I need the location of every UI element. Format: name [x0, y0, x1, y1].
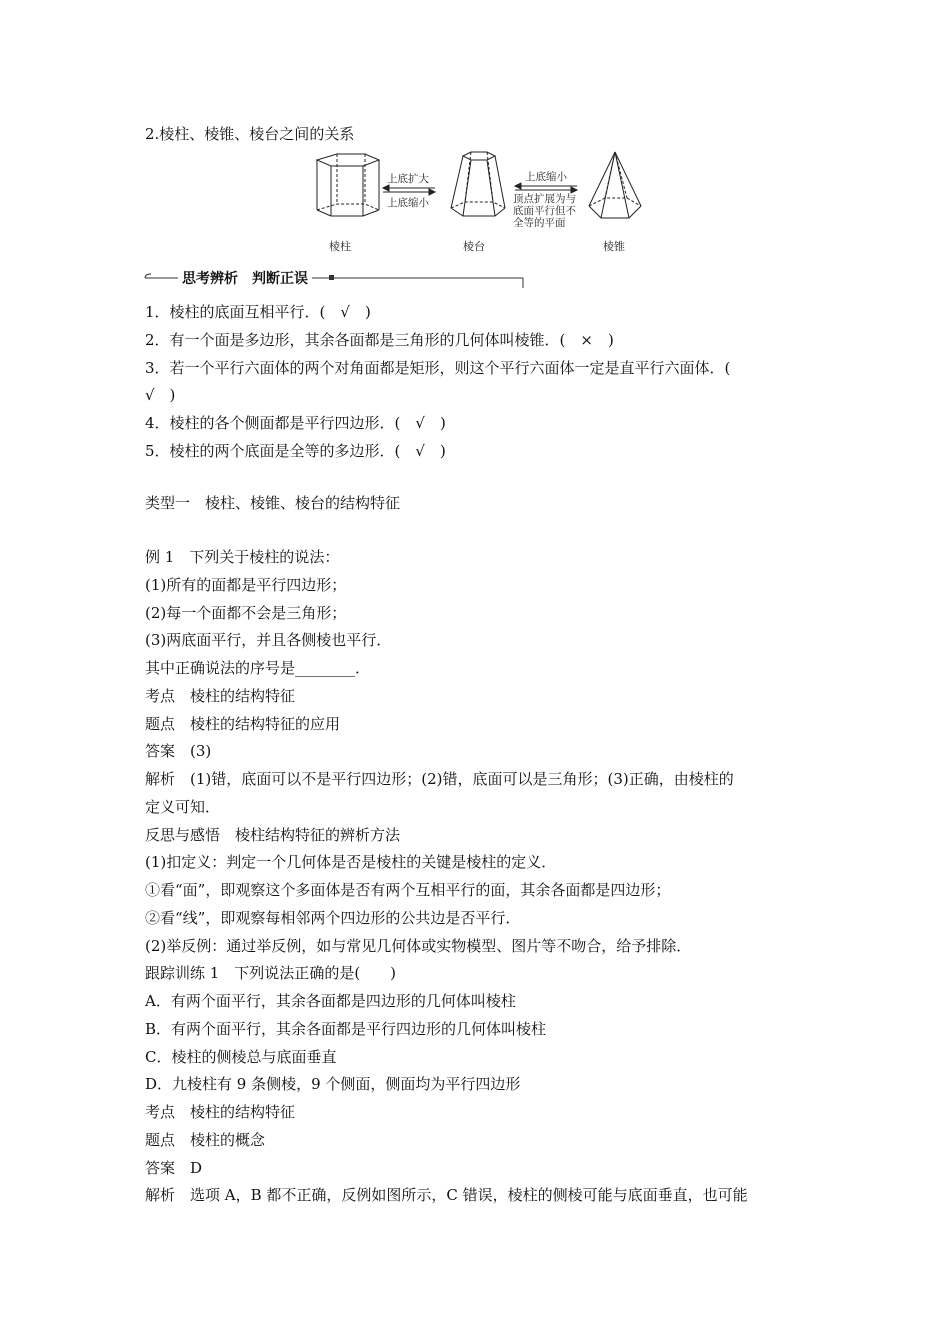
judgment-item: 1．棱柱的底面互相平行．( √ ): [145, 303, 371, 321]
judgment-item: 3．若一个平行六面体的两个对角面都是矩形，则这个平行六面体一定是直平行六面体．(: [145, 359, 731, 377]
option-a: A．有两个面平行，其余各面都是四边形的几何体叫棱柱: [145, 992, 516, 1010]
knowledge-point: 考点 棱柱的结构特征: [145, 687, 296, 705]
option-d: D．九棱柱有 9 条侧棱，9 个侧面，侧面均为平行四边形: [145, 1075, 521, 1093]
analysis: 解析 (1)错，底面可以不是平行四边形；(2)错，底面可以是三角形；(3)正确，由棱柱的: [145, 770, 734, 788]
judgment-item: 4．棱柱的各个侧面都是平行四边形．( √ ): [145, 414, 446, 432]
prism-label: 棱柱: [329, 240, 351, 253]
practice1-question: 跟踪训练 1 下列说法正确的是( ): [145, 964, 397, 982]
reflection-item: ①看“面”，即观察这个多面体是否有两个互相平行的面，其余各面都是四边形；: [145, 881, 671, 899]
knowledge-point: 考点 棱柱的结构特征: [145, 1103, 296, 1121]
arrow2-bottom-line: 顶点扩展为与: [513, 193, 576, 205]
reflection-item: ②看“线”，即观察每相邻两个四边形的公共边是否平行．: [145, 909, 521, 927]
reflection-heading: 反思与感悟 棱柱结构特征的辨析方法: [145, 826, 401, 844]
answer: 答案 (3): [145, 742, 212, 760]
question-point: 题点 棱柱的结构特征的应用: [145, 715, 341, 733]
example1-statement: (2)每一个面都不会是三角形；: [145, 604, 347, 622]
example1-statement: (3)两底面平行，并且各侧棱也平行．: [145, 631, 392, 649]
judgment-item-continued: √ ): [145, 386, 176, 404]
arrow1-top-label: 上底扩大: [387, 173, 429, 185]
option-b: B．有两个面平行，其余各面都是平行四边形的几何体叫棱柱: [145, 1020, 547, 1038]
section-title-relations: 2.棱柱、棱锥、棱台之间的关系: [145, 125, 355, 143]
arrow2-top-label: 上底缩小: [525, 171, 567, 183]
analysis: 解析 选项 A，B 都不正确，反例如图所示，C 错误，棱柱的侧棱可能与底面垂直，也可能: [145, 1186, 748, 1204]
think-box-title: 思考辨析 判断正误: [178, 268, 312, 288]
example1-blank: 其中正确说法的序号是________．: [145, 659, 371, 677]
pyramid-drawing: [589, 152, 641, 218]
example1-question: 例 1 下列关于棱柱的说法：: [145, 548, 340, 566]
question-point: 题点 棱柱的概念: [145, 1131, 266, 1149]
judgment-item: 5．棱柱的两个底面是全等的多边形．( √ ): [145, 442, 446, 460]
analysis-continued: 定义可知．: [145, 798, 221, 816]
reflection-item: (2)举反例：通过举反例，如与常见几何体或实物模型、图片等不吻合，给予排除．: [145, 937, 692, 955]
answer: 答案 D: [145, 1159, 203, 1177]
option-c: C．棱柱的侧棱总与底面垂直: [145, 1048, 337, 1066]
frustum-drawing: [451, 152, 505, 216]
arrow1-bottom-label: 上底缩小: [387, 197, 429, 209]
frustum-label: 棱台: [463, 240, 485, 253]
prism-drawing: [317, 154, 379, 216]
arrow2-bottom-label: [513, 193, 576, 229]
judgment-item: 2．有一个面是多边形，其余各面都是三角形的几何体叫棱锥．( × ): [145, 331, 614, 349]
arrow2-bottom-line: 全等的平面: [513, 217, 566, 229]
example1-statement: (1)所有的面都是平行四边形；: [145, 576, 347, 594]
pyramid-label: 棱锥: [603, 240, 625, 253]
arrow2-bottom-line: 底面平行但不: [513, 205, 576, 217]
type1-heading: 类型一 棱柱、棱锥、棱台的结构特征: [145, 494, 401, 512]
solids-relation-figure: [305, 148, 645, 258]
reflection-item: (1)扣定义：判定一个几何体是否是棱柱的关键是棱柱的定义．: [145, 853, 557, 871]
